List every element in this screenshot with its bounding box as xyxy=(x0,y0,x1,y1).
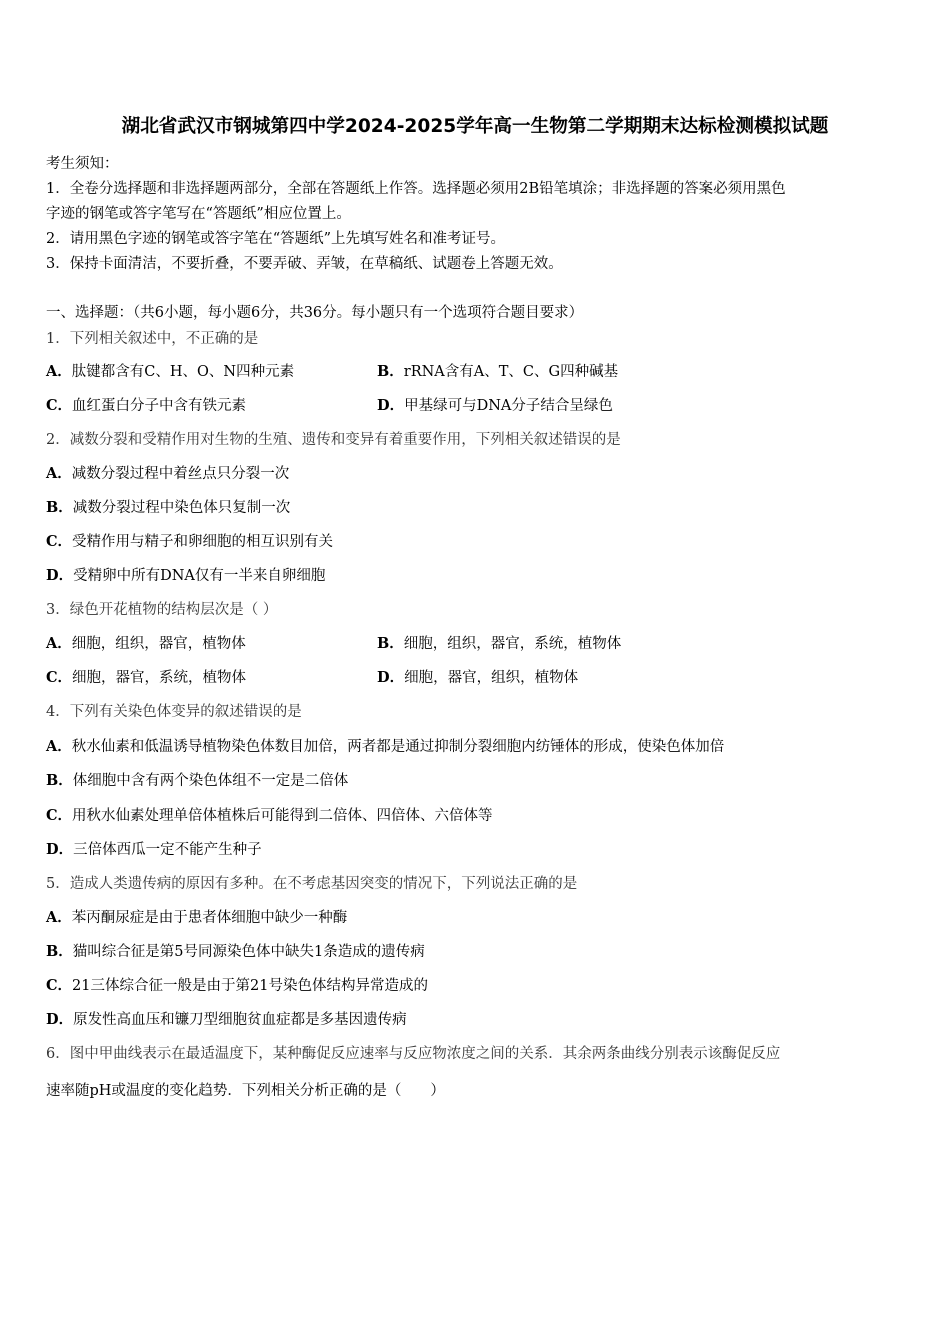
option-text: 猫叫综合征是第5号同源染色体中缺失1条造成的遗传病 xyxy=(72,944,425,960)
notice-item: 3．保持卡面清洁，不要折叠，不要弄破、弄皱，在草稿纸、试题卷上答题无效。 xyxy=(46,256,563,272)
option-label: A． xyxy=(46,738,72,755)
option-row xyxy=(46,804,493,825)
notice-item: 字迹的钢笔或答字笔写在“答题纸”相应位置上。 xyxy=(46,206,351,222)
option-text: 减数分裂过程中着丝点只分裂一次 xyxy=(71,466,290,482)
option-label: B． xyxy=(46,499,73,516)
option-label: D． xyxy=(46,567,74,584)
question-stem: 5．造成人类遗传病的原因有多种。在不考虑基因突变的情况下，下列说法正确的是 xyxy=(46,876,578,892)
option-text: 原发性高血压和镰刀型细胞贫血症都是多基因遗传病 xyxy=(73,1012,407,1028)
option-row xyxy=(377,394,613,415)
option-row xyxy=(46,838,262,859)
section-heading: 一、选择题：（共6小题，每小题6分，共36分。每小题只有一个选项符合题目要求） xyxy=(46,305,584,321)
notice-item: 2．请用黑色字迹的钢笔或答字笔在“答题纸”上先填写姓名和准考证号。 xyxy=(46,231,506,247)
option-text: 细胞，组织，器官，植物体 xyxy=(71,636,246,652)
option-text: 受精卵中所有DNA仅有一半来自卵细胞 xyxy=(73,568,326,584)
option-row xyxy=(46,360,294,381)
option-text: 细胞，器官，组织，植物体 xyxy=(404,670,579,686)
option-label: A． xyxy=(46,635,72,652)
option-label: A． xyxy=(46,363,72,380)
notice-item: 1．全卷分选择题和非选择题两部分，全部在答题纸上作答。选择题必须用2B铅笔填涂；非选择题的答案必须用黑色 xyxy=(46,181,786,197)
option-label: D． xyxy=(46,841,74,858)
option-row xyxy=(377,360,618,381)
option-text: 体细胞中含有两个染色体组不一定是二倍体 xyxy=(72,773,349,789)
option-text: 三倍体西瓜一定不能产生种子 xyxy=(73,842,262,858)
option-label: C． xyxy=(46,807,73,824)
option-label: D． xyxy=(46,1011,74,1028)
question-stem-continued: 速率随pH或温度的变化趋势．下列相关分析正确的是（ ） xyxy=(46,1083,445,1099)
option-label: D． xyxy=(377,669,405,686)
notice-heading: 考生须知： xyxy=(46,156,119,172)
question-stem: 3．绿色开花植物的结构层次是（ ） xyxy=(46,602,278,618)
option-label: B． xyxy=(46,772,73,789)
option-label: A． xyxy=(46,909,72,926)
option-row xyxy=(46,974,428,995)
option-label: C． xyxy=(46,977,73,994)
option-label: D． xyxy=(377,397,405,414)
option-row xyxy=(46,906,347,927)
question-stem: 4．下列有关染色体变异的叙述错误的是 xyxy=(46,704,302,720)
option-row xyxy=(46,666,246,687)
option-text: 肽键都含有C、H、O、N四种元素 xyxy=(71,364,295,380)
option-text: rRNA含有A、T、C、G四种碱基 xyxy=(403,364,619,380)
option-text: 细胞，组织，器官，系统，植物体 xyxy=(403,636,622,652)
question-stem: 2．减数分裂和受精作用对生物的生殖、遗传和变异有着重要作用，下列相关叙述错误的是 xyxy=(46,432,621,448)
option-row xyxy=(377,632,621,653)
option-text: 受精作用与精子和卵细胞的相互识别有关 xyxy=(72,534,334,550)
option-text: 用秋水仙素处理单倍体植株后可能得到二倍体、四倍体、六倍体等 xyxy=(72,808,493,824)
question-stem: 1．下列相关叙述中，不正确的是 xyxy=(46,331,259,347)
option-text: 细胞，器官，系统，植物体 xyxy=(72,670,247,686)
option-row xyxy=(46,530,333,551)
option-row xyxy=(377,666,578,687)
question-stem: 6．图中甲曲线表示在最适温度下，某种酶促反应速率与反应物浓度之间的关系．其余两条曲线分别表示该酶促反应 xyxy=(46,1046,781,1062)
option-label: C． xyxy=(46,533,73,550)
option-label: B． xyxy=(46,943,73,960)
option-label: C． xyxy=(46,669,73,686)
option-text: 21三体综合征一般是由于第21号染色体结构异常造成的 xyxy=(72,978,428,994)
option-row xyxy=(46,496,290,517)
option-row xyxy=(46,564,325,585)
option-label: B． xyxy=(377,635,404,652)
option-row xyxy=(46,462,289,483)
option-label: C． xyxy=(46,397,73,414)
option-label: A． xyxy=(46,465,72,482)
option-row xyxy=(46,735,724,756)
option-text: 减数分裂过程中染色体只复制一次 xyxy=(72,500,291,516)
option-text: 甲基绿可与DNA分子结合呈绿色 xyxy=(404,398,613,414)
option-row xyxy=(46,394,246,415)
option-label: B． xyxy=(377,363,404,380)
option-row xyxy=(46,769,348,790)
option-text: 秋水仙素和低温诱导植物染色体数目加倍，两者都是通过抑制分裂细胞内纺锤体的形成，使染色体加倍 xyxy=(71,739,725,755)
option-text: 血红蛋白分子中含有铁元素 xyxy=(72,398,247,414)
option-text: 苯丙酮尿症是由于患者体细胞中缺少一种酶 xyxy=(71,910,348,926)
page-title: 湖北省武汉市钢城第四中学2024-2025学年高一生物第二学期期末达标检测模拟试题 xyxy=(121,116,829,137)
option-row xyxy=(46,940,425,961)
option-row xyxy=(46,1008,407,1029)
option-row xyxy=(46,632,246,653)
